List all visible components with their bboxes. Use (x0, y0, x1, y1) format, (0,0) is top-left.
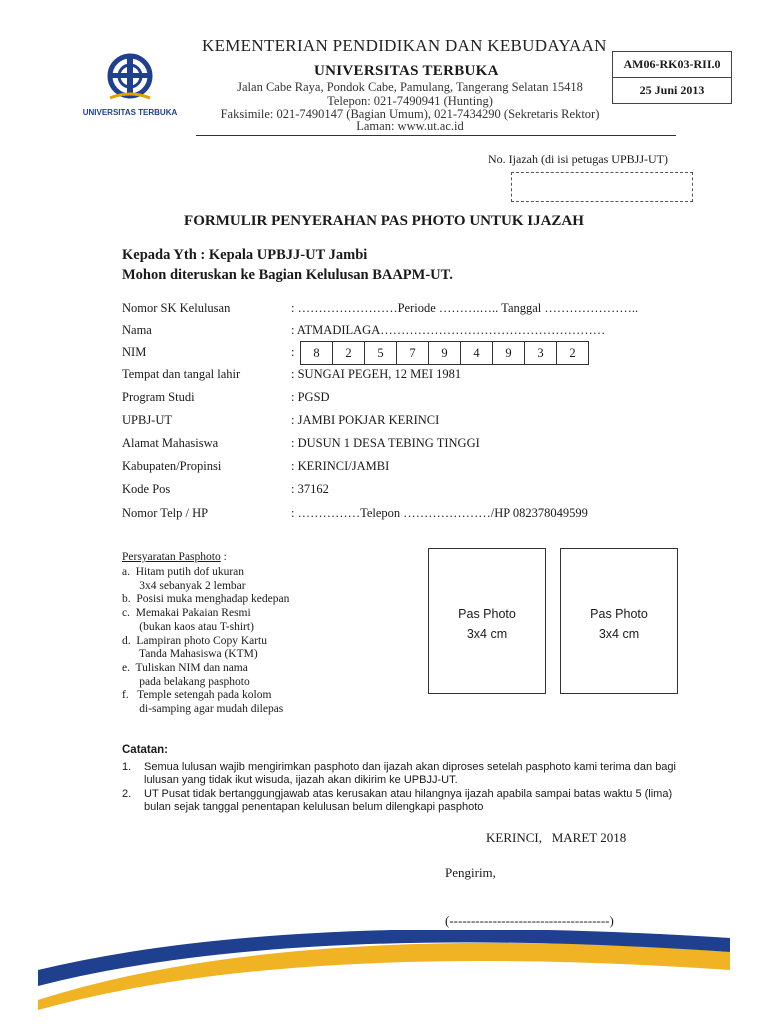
address-line: Jalan Cabe Raya, Pondok Cabe, Pamulang, Tangerang Selatan 15418 (237, 80, 583, 94)
phone-value: : ……………Telepon …………………/HP 082378049599 (291, 506, 588, 520)
nim-label: NIM (122, 345, 147, 359)
birth-label: Tempat dan tangal lahir (122, 367, 241, 381)
note-text: UT Pusat tidak bertanggungjawab atas kerusakan atau hilangnya ijazah apabila sampai batas waktu 5 (lima) (144, 788, 673, 800)
signature-line[interactable]: (-------------------------------------) (445, 913, 614, 928)
note-text: Semua lulusan wajib mengirimkan pasphoto dan ijazah akan diproses setelah pasphoto kami terima dan bagi (144, 761, 676, 773)
nim-digit: 9 (493, 342, 525, 364)
birth-value: : SUNGAI PEGEH, 12 MEI 1981 (291, 367, 462, 381)
forward-line: Mohon diteruskan ke Bagian Kelulusan BAAPM-UT. (122, 267, 453, 283)
nim-digit: 2 (333, 342, 365, 364)
regency-value: : KERINCI/JAMBI (291, 459, 390, 473)
photo-box-label (429, 604, 545, 644)
nim-digit: 8 (301, 342, 333, 364)
upbj-label: UPBJ-UT (122, 413, 173, 427)
requirement-line: di-samping agar mudah dilepas (122, 703, 284, 716)
sk-label: Nomor SK Kelulusan (122, 301, 231, 315)
phone-line: Telepon: 021-7490941 (Hunting) (327, 94, 493, 108)
university-name: UNIVERSITAS TERBUKA (314, 63, 499, 79)
photo-label-line: Pas Photo (458, 607, 516, 621)
requirement-line: (bukan kaos atau T-shirt) (122, 620, 254, 633)
upbj-value: : JAMBI POKJAR KERINCI (291, 413, 440, 427)
document-date: 25 Juni 2013 (613, 77, 731, 103)
requirements-list (122, 566, 289, 717)
photo-box[interactable] (428, 548, 546, 694)
university-logo (80, 50, 180, 120)
note-text: lulusan yang tidak ikut wisuda, ijazah akan dikirim ke UPBJJ-UT. (144, 774, 458, 786)
requirement-line: e. Tuliskan NIM dan nama (122, 661, 248, 674)
ijazah-number-box[interactable] (511, 172, 693, 202)
document-code-box (612, 51, 732, 104)
sender-label: Pengirim, (445, 865, 496, 880)
photo-box[interactable] (560, 548, 678, 694)
photo-label-line: Pas Photo (590, 607, 648, 621)
nim-digit-boxes (300, 341, 589, 365)
ministry-name: KEMENTERIAN PENDIDIKAN DAN KEBUDAYAAN (202, 36, 607, 55)
footer-wave-decoration (38, 930, 730, 1020)
requirements-heading: Persyaratan Pasphoto (122, 551, 221, 563)
logo-text: UNIVERSITAS TERBUKA (82, 108, 178, 117)
requirement-line: b. Posisi muka menghadap kedepan (122, 593, 290, 606)
requirement-line: c. Memakai Pakaian Resmi (122, 607, 251, 620)
nim-digit: 3 (525, 342, 557, 364)
note-text: bulan sejak tanggal penentapan kelulusan belum dilengkapi pasphoto (144, 801, 484, 813)
form-title: FORMULIR PENYERAHAN PAS PHOTO UNTUK IJAZAH (184, 213, 584, 229)
fax-line: Faksimile: 021-7490147 (Bagian Umum), 021-7434290 (Sekretaris Rektor) (220, 107, 600, 121)
address-label: Alamat Mahasiswa (122, 436, 219, 450)
regency-label: Kabupaten/Propinsi (122, 459, 222, 473)
requirement-line: f. Temple setengah pada kolom (122, 689, 272, 702)
name-value: : ATMADILAGA……………………………………………… (291, 323, 606, 337)
nim-digit: 4 (461, 342, 493, 364)
program-value: : PGSD (291, 390, 330, 404)
nim-digit: 9 (429, 342, 461, 364)
photo-size-line: 3x4 cm (598, 627, 640, 641)
program-label: Program Studi (122, 390, 195, 404)
document-code: AM06-RK03-RII.0 (623, 57, 721, 71)
ijazah-number-label: No. Ijazah (di isi petugas UPBJJ-UT) (488, 152, 668, 166)
photo-box-label (561, 604, 677, 644)
requirement-line: Tanda Mahasiswa (KTM) (122, 648, 258, 661)
name-label: Nama (122, 323, 152, 337)
requirements-colon: : (220, 551, 227, 563)
nim-digit: 2 (569, 346, 576, 360)
nim-digit: 5 (365, 342, 397, 364)
note-number: 2. (122, 788, 132, 800)
photo-size-line: 3x4 cm (466, 627, 508, 641)
header-divider (196, 135, 676, 136)
address-value: : DUSUN 1 DESA TEBING TINGGI (291, 436, 480, 450)
postcode-label: Kode Pos (122, 482, 171, 496)
addressee-line: Kepada Yth : Kepala UPBJJ-UT Jambi (122, 247, 368, 263)
requirement-line: d. Lampiran photo Copy Kartu (122, 634, 268, 647)
place-date: KERINCI, MARET 2018 (486, 830, 627, 845)
notes-heading: Catatan: (122, 744, 169, 756)
requirement-line: 3x4 sebanyak 2 lembar (122, 579, 246, 592)
requirements-heading-row (122, 551, 227, 563)
sk-value: : ……………………Periode ……….….. Tanggal ………………….. (291, 301, 639, 315)
web-line: Laman: www.ut.ac.id (356, 119, 464, 133)
nim-colon: : (291, 345, 295, 359)
postcode-value: : 37162 (291, 482, 329, 496)
phone-label: Nomor Telp / HP (122, 506, 209, 520)
nim-digit: 7 (397, 342, 429, 364)
requirement-line: a. Hitam putih dof ukuran (122, 566, 245, 578)
note-number: 1. (122, 761, 132, 773)
requirement-line: pada belakang pasphoto (122, 675, 250, 688)
